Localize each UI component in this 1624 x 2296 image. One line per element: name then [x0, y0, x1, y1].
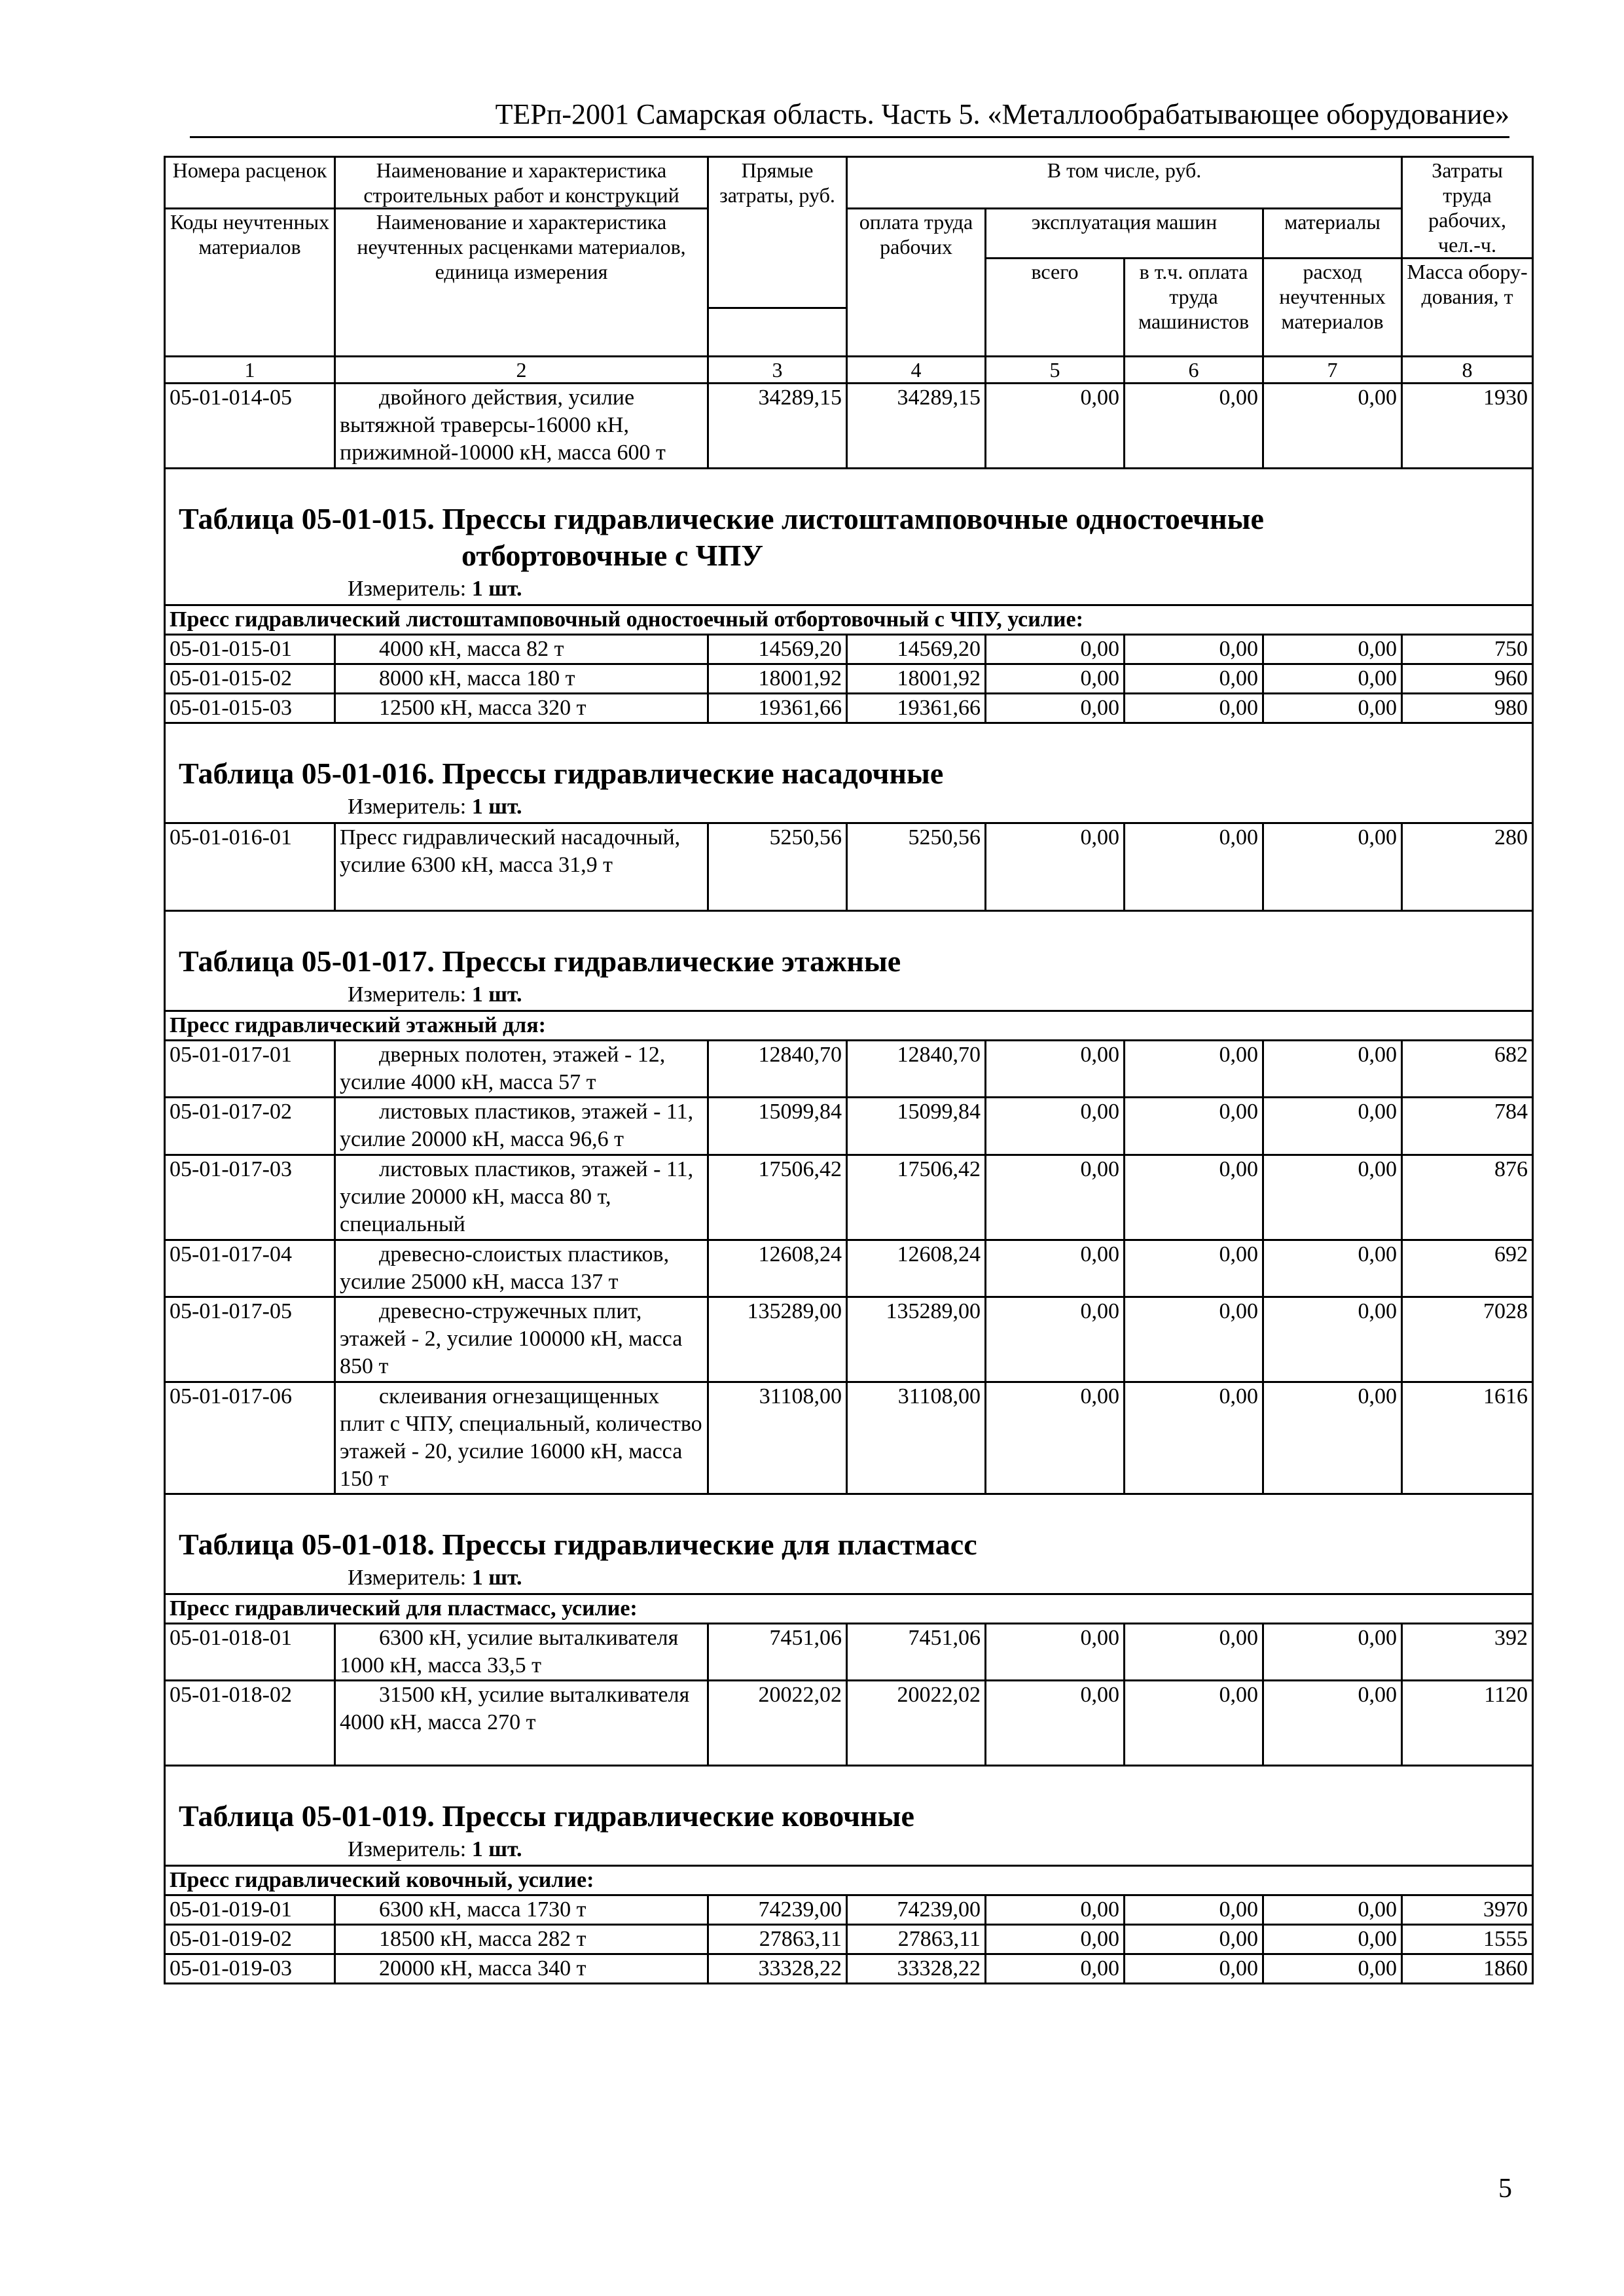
table-row: [165, 1681, 1533, 1766]
row-code: 05-01-019-03: [165, 1954, 335, 1984]
section-title: Таблица 05-01-018. Прессы гидравлические для пластмасс: [179, 1528, 977, 1561]
group-row: [165, 1866, 1533, 1895]
row-code: 05-01-018-02: [165, 1681, 335, 1766]
table-section-header: [165, 1766, 1533, 1866]
row-c3: 34289,15: [708, 384, 847, 469]
row-c3: 74239,00: [708, 1895, 847, 1925]
row-c4: 12840,70: [847, 1041, 986, 1098]
row-name: 20000 кН, масса 340 т: [335, 1954, 708, 1984]
row-name: древесно-стружечных плит, этажей - 2, усилие 100000 кН, масса 850 т: [335, 1297, 708, 1382]
column-number: 2: [335, 357, 708, 384]
row-c4: 17506,42: [847, 1155, 986, 1240]
row-c7: 0,00: [1263, 635, 1402, 664]
row-c8: 7028: [1402, 1297, 1533, 1382]
row-code: 05-01-015-03: [165, 694, 335, 723]
row-code: 05-01-018-01: [165, 1624, 335, 1681]
row-c4: 27863,11: [847, 1925, 986, 1954]
row-c6: 0,00: [1125, 1297, 1263, 1382]
row-c5: 0,00: [986, 823, 1125, 911]
row-c8: 1555: [1402, 1925, 1533, 1954]
row-c3: 18001,92: [708, 664, 847, 694]
row-name: листовых пластиков, этажей - 11, усилие 20000 кН, масса 80 т, специальный: [335, 1155, 708, 1240]
table-row: [165, 664, 1533, 694]
row-c3: 14569,20: [708, 635, 847, 664]
measure-unit: [166, 574, 1532, 604]
table-row: [165, 1098, 1533, 1155]
measure-value: 1 шт.: [471, 577, 522, 601]
row-c3: 17506,42: [708, 1155, 847, 1240]
row-c4: 5250,56: [847, 823, 986, 911]
row-name: Пресс гидравлический насадочный, усилие 6300 кН, масса 31,9 т: [335, 823, 708, 911]
row-name: двойного действия, усилие вытяжной траверсы-16000 кН, прижимной-10000 кН, масса 600 т: [335, 384, 708, 469]
row-c3: 27863,11: [708, 1925, 847, 1954]
row-c7: 0,00: [1263, 1624, 1402, 1681]
row-code: 05-01-019-02: [165, 1925, 335, 1954]
group-row: [165, 1011, 1533, 1041]
row-c6: 0,00: [1125, 1041, 1263, 1098]
row-c7: 0,00: [1263, 1954, 1402, 1984]
row-c6: 0,00: [1125, 694, 1263, 723]
table-section-header: [165, 1494, 1533, 1594]
row-c5: 0,00: [986, 1382, 1125, 1494]
column-number: 5: [986, 357, 1125, 384]
row-c8: 280: [1402, 823, 1533, 911]
row-c7: 0,00: [1263, 1895, 1402, 1925]
row-c7: 0,00: [1263, 823, 1402, 911]
column-number: 6: [1125, 357, 1263, 384]
measure-value: 1 шт.: [471, 1566, 522, 1590]
row-c6: 0,00: [1125, 1240, 1263, 1297]
row-c3: 31108,00: [708, 1382, 847, 1494]
col-header-including: В том числе, руб.: [847, 157, 1402, 209]
row-c8: 392: [1402, 1624, 1533, 1681]
row-c6: 0,00: [1125, 1382, 1263, 1494]
row-name: дверных полотен, этажей - 12, усилие 4000 кН, масса 57 т: [335, 1041, 708, 1098]
col-header-direct-costs: Прямые затраты, руб.: [708, 157, 847, 308]
row-c7: 0,00: [1263, 664, 1402, 694]
row-c3: 135289,00: [708, 1297, 847, 1382]
column-number: 4: [847, 357, 986, 384]
row-code: 05-01-015-01: [165, 635, 335, 664]
measure-unit: [166, 792, 1532, 822]
row-code: 05-01-017-06: [165, 1382, 335, 1494]
row-c5: 0,00: [986, 1155, 1125, 1240]
row-c7: 0,00: [1263, 1681, 1402, 1766]
row-c5: 0,00: [986, 1240, 1125, 1297]
row-c3: 5250,56: [708, 823, 847, 911]
row-c6: 0,00: [1125, 1624, 1263, 1681]
row-code: 05-01-015-02: [165, 664, 335, 694]
col-header-unaccounted: расход неучтенных материалов: [1263, 259, 1402, 357]
row-c3: 20022,02: [708, 1681, 847, 1766]
col-header-mass: Масса обору-дования, т: [1402, 259, 1533, 357]
group-label: Пресс гидравлический ковочный, усилие:: [165, 1866, 1533, 1895]
col-header-operator-wages: в т.ч. оплата труда машинистов: [1125, 259, 1263, 357]
table-row: [165, 1297, 1533, 1382]
group-label: Пресс гидравлический листоштамповочный одностоечный отбортовочный с ЧПУ, усилие:: [165, 605, 1533, 635]
row-c3: 33328,22: [708, 1954, 847, 1984]
row-c6: 0,00: [1125, 664, 1263, 694]
row-c8: 980: [1402, 694, 1533, 723]
row-c4: 74239,00: [847, 1895, 986, 1925]
table-row: [165, 1155, 1533, 1240]
table-row: [165, 823, 1533, 911]
row-c3: 12840,70: [708, 1041, 847, 1098]
row-c7: 0,00: [1263, 1155, 1402, 1240]
row-c7: 0,00: [1263, 1297, 1402, 1382]
measure-value: 1 шт.: [471, 1837, 522, 1861]
row-name: 6300 кН, усилие выталкивателя 1000 кН, масса 33,5 т: [335, 1624, 708, 1681]
row-c5: 0,00: [986, 664, 1125, 694]
table-row: [165, 384, 1533, 469]
row-c6: 0,00: [1125, 1954, 1263, 1984]
row-c3: 12608,24: [708, 1240, 847, 1297]
column-number-row: [165, 357, 1533, 384]
row-c4: 135289,00: [847, 1297, 986, 1382]
row-c6: 0,00: [1125, 384, 1263, 469]
table-row: [165, 1041, 1533, 1098]
col-header-machines: эксплуатация машин: [986, 209, 1263, 259]
column-number: 3: [708, 357, 847, 384]
table-row: [165, 1382, 1533, 1494]
col-header-materials: материалы: [1263, 209, 1402, 259]
row-name: 8000 кН, масса 180 т: [335, 664, 708, 694]
row-c3: 7451,06: [708, 1624, 847, 1681]
row-c4: 19361,66: [847, 694, 986, 723]
col-header-material-codes: Коды неучтенных материалов: [165, 209, 335, 357]
row-c4: 34289,15: [847, 384, 986, 469]
col-header-material-name: Наименование и характеристика неучтенных расценками материалов, единица измерения: [335, 209, 708, 357]
measure-value: 1 шт.: [471, 795, 522, 819]
section-title-continued: отбортовочные с ЧПУ: [461, 539, 764, 572]
column-number: 8: [1402, 357, 1533, 384]
row-c7: 0,00: [1263, 694, 1402, 723]
measure-label: Измеритель:: [348, 1837, 467, 1861]
row-c4: 14569,20: [847, 635, 986, 664]
row-c8: 3970: [1402, 1895, 1533, 1925]
row-c5: 0,00: [986, 1041, 1125, 1098]
row-c8: 1616: [1402, 1382, 1533, 1494]
row-c7: 0,00: [1263, 1098, 1402, 1155]
row-c7: 0,00: [1263, 1240, 1402, 1297]
page-number: 5: [1498, 2174, 1512, 2204]
section-title: Таблица 05-01-015. Прессы гидравлические листоштамповочные одностоечные: [179, 502, 1264, 535]
measure-value: 1 шт.: [471, 982, 522, 1007]
row-c6: 0,00: [1125, 1925, 1263, 1954]
row-c6: 0,00: [1125, 1098, 1263, 1155]
row-c5: 0,00: [986, 1098, 1125, 1155]
row-code: 05-01-017-02: [165, 1098, 335, 1155]
row-c4: 12608,24: [847, 1240, 986, 1297]
table-row: [165, 1895, 1533, 1925]
row-name: склеивания огнезащищенных плит с ЧПУ, специальный, количество этажей - 20, усилие 16000 кН, масса 150 т: [335, 1382, 708, 1494]
row-c6: 0,00: [1125, 823, 1263, 911]
row-c8: 1860: [1402, 1954, 1533, 1984]
row-c5: 0,00: [986, 1681, 1125, 1766]
row-name: листовых пластиков, этажей - 11, усилие 20000 кН, масса 96,6 т: [335, 1098, 708, 1155]
row-c4: 18001,92: [847, 664, 986, 694]
row-c8: 682: [1402, 1041, 1533, 1098]
row-code: 05-01-017-05: [165, 1297, 335, 1382]
measure-unit: [166, 980, 1532, 1010]
section-title: Таблица 05-01-019. Прессы гидравлические ковочные: [179, 1799, 914, 1833]
row-c8: 1120: [1402, 1681, 1533, 1766]
row-c7: 0,00: [1263, 384, 1402, 469]
row-c8: 960: [1402, 664, 1533, 694]
row-c6: 0,00: [1125, 1895, 1263, 1925]
row-name: 12500 кН, масса 320 т: [335, 694, 708, 723]
row-c7: 0,00: [1263, 1382, 1402, 1494]
row-c5: 0,00: [986, 384, 1125, 469]
table-row: [165, 694, 1533, 723]
section-title: Таблица 05-01-017. Прессы гидравлические этажные: [179, 944, 901, 978]
measure-label: Измеритель:: [348, 577, 467, 601]
table-row: [165, 1240, 1533, 1297]
row-c3: 19361,66: [708, 694, 847, 723]
row-c8: 692: [1402, 1240, 1533, 1297]
row-c8: 1930: [1402, 384, 1533, 469]
measure-label: Измеритель:: [348, 982, 467, 1007]
row-c5: 0,00: [986, 635, 1125, 664]
section-title: Таблица 05-01-016. Прессы гидравлические насадочные: [179, 757, 944, 790]
row-code: 05-01-017-04: [165, 1240, 335, 1297]
col-header-codes: Номера расценок: [165, 157, 335, 209]
table-section-header: [165, 911, 1533, 1011]
group-label: Пресс гидравлический этажный для:: [165, 1011, 1533, 1041]
row-c8: 876: [1402, 1155, 1533, 1240]
row-c5: 0,00: [986, 694, 1125, 723]
row-c5: 0,00: [986, 1297, 1125, 1382]
row-code: 05-01-019-01: [165, 1895, 335, 1925]
col-header-labor: Затраты труда рабочих, чел.-ч.: [1402, 157, 1533, 259]
row-c8: 784: [1402, 1098, 1533, 1155]
row-name: 18500 кН, масса 282 т: [335, 1925, 708, 1954]
measure-unit: [166, 1563, 1532, 1593]
measure-label: Измеритель:: [348, 1566, 467, 1590]
row-c7: 0,00: [1263, 1041, 1402, 1098]
row-code: 05-01-017-03: [165, 1155, 335, 1240]
group-label: Пресс гидравлический для пластмасс, усилие:: [165, 1594, 1533, 1624]
group-row: [165, 605, 1533, 635]
row-c5: 0,00: [986, 1624, 1125, 1681]
row-c3: 15099,84: [708, 1098, 847, 1155]
row-name: 6300 кН, масса 1730 т: [335, 1895, 708, 1925]
row-c6: 0,00: [1125, 635, 1263, 664]
row-c4: 15099,84: [847, 1098, 986, 1155]
table-section-header: [165, 469, 1533, 605]
row-c4: 33328,22: [847, 1954, 986, 1984]
col-header-name: Наименование и характеристика строительных работ и конструкций: [335, 157, 708, 209]
row-c4: 31108,00: [847, 1382, 986, 1494]
row-code: 05-01-014-05: [165, 384, 335, 469]
row-c5: 0,00: [986, 1954, 1125, 1984]
table-row: [165, 1954, 1533, 1984]
row-c4: 7451,06: [847, 1624, 986, 1681]
row-c7: 0,00: [1263, 1925, 1402, 1954]
col-header-total: всего: [986, 259, 1125, 357]
column-number: 1: [165, 357, 335, 384]
row-c6: 0,00: [1125, 1681, 1263, 1766]
row-code: 05-01-017-01: [165, 1041, 335, 1098]
row-name: древесно-слоистых пластиков, усилие 25000 кН, масса 137 т: [335, 1240, 708, 1297]
group-row: [165, 1594, 1533, 1624]
row-c8: 750: [1402, 635, 1533, 664]
price-table: [164, 156, 1534, 1984]
table-section-header: [165, 723, 1533, 823]
table-row: [165, 1925, 1533, 1954]
page-header: ТЕРп-2001 Самарская область. Часть 5. «Металлообрабатывающее оборудование»: [190, 97, 1509, 138]
table-row: [165, 635, 1533, 664]
row-c5: 0,00: [986, 1895, 1125, 1925]
row-code: 05-01-016-01: [165, 823, 335, 911]
col-header-wages: оплата труда рабочих: [847, 209, 986, 357]
row-c6: 0,00: [1125, 1155, 1263, 1240]
row-name: 4000 кН, масса 82 т: [335, 635, 708, 664]
measure-unit: [166, 1835, 1532, 1865]
row-name: 31500 кН, усилие выталкивателя 4000 кН, масса 270 т: [335, 1681, 708, 1766]
row-c4: 20022,02: [847, 1681, 986, 1766]
column-number: 7: [1263, 357, 1402, 384]
row-c5: 0,00: [986, 1925, 1125, 1954]
measure-label: Измеритель:: [348, 795, 467, 819]
table-row: [165, 1624, 1533, 1681]
